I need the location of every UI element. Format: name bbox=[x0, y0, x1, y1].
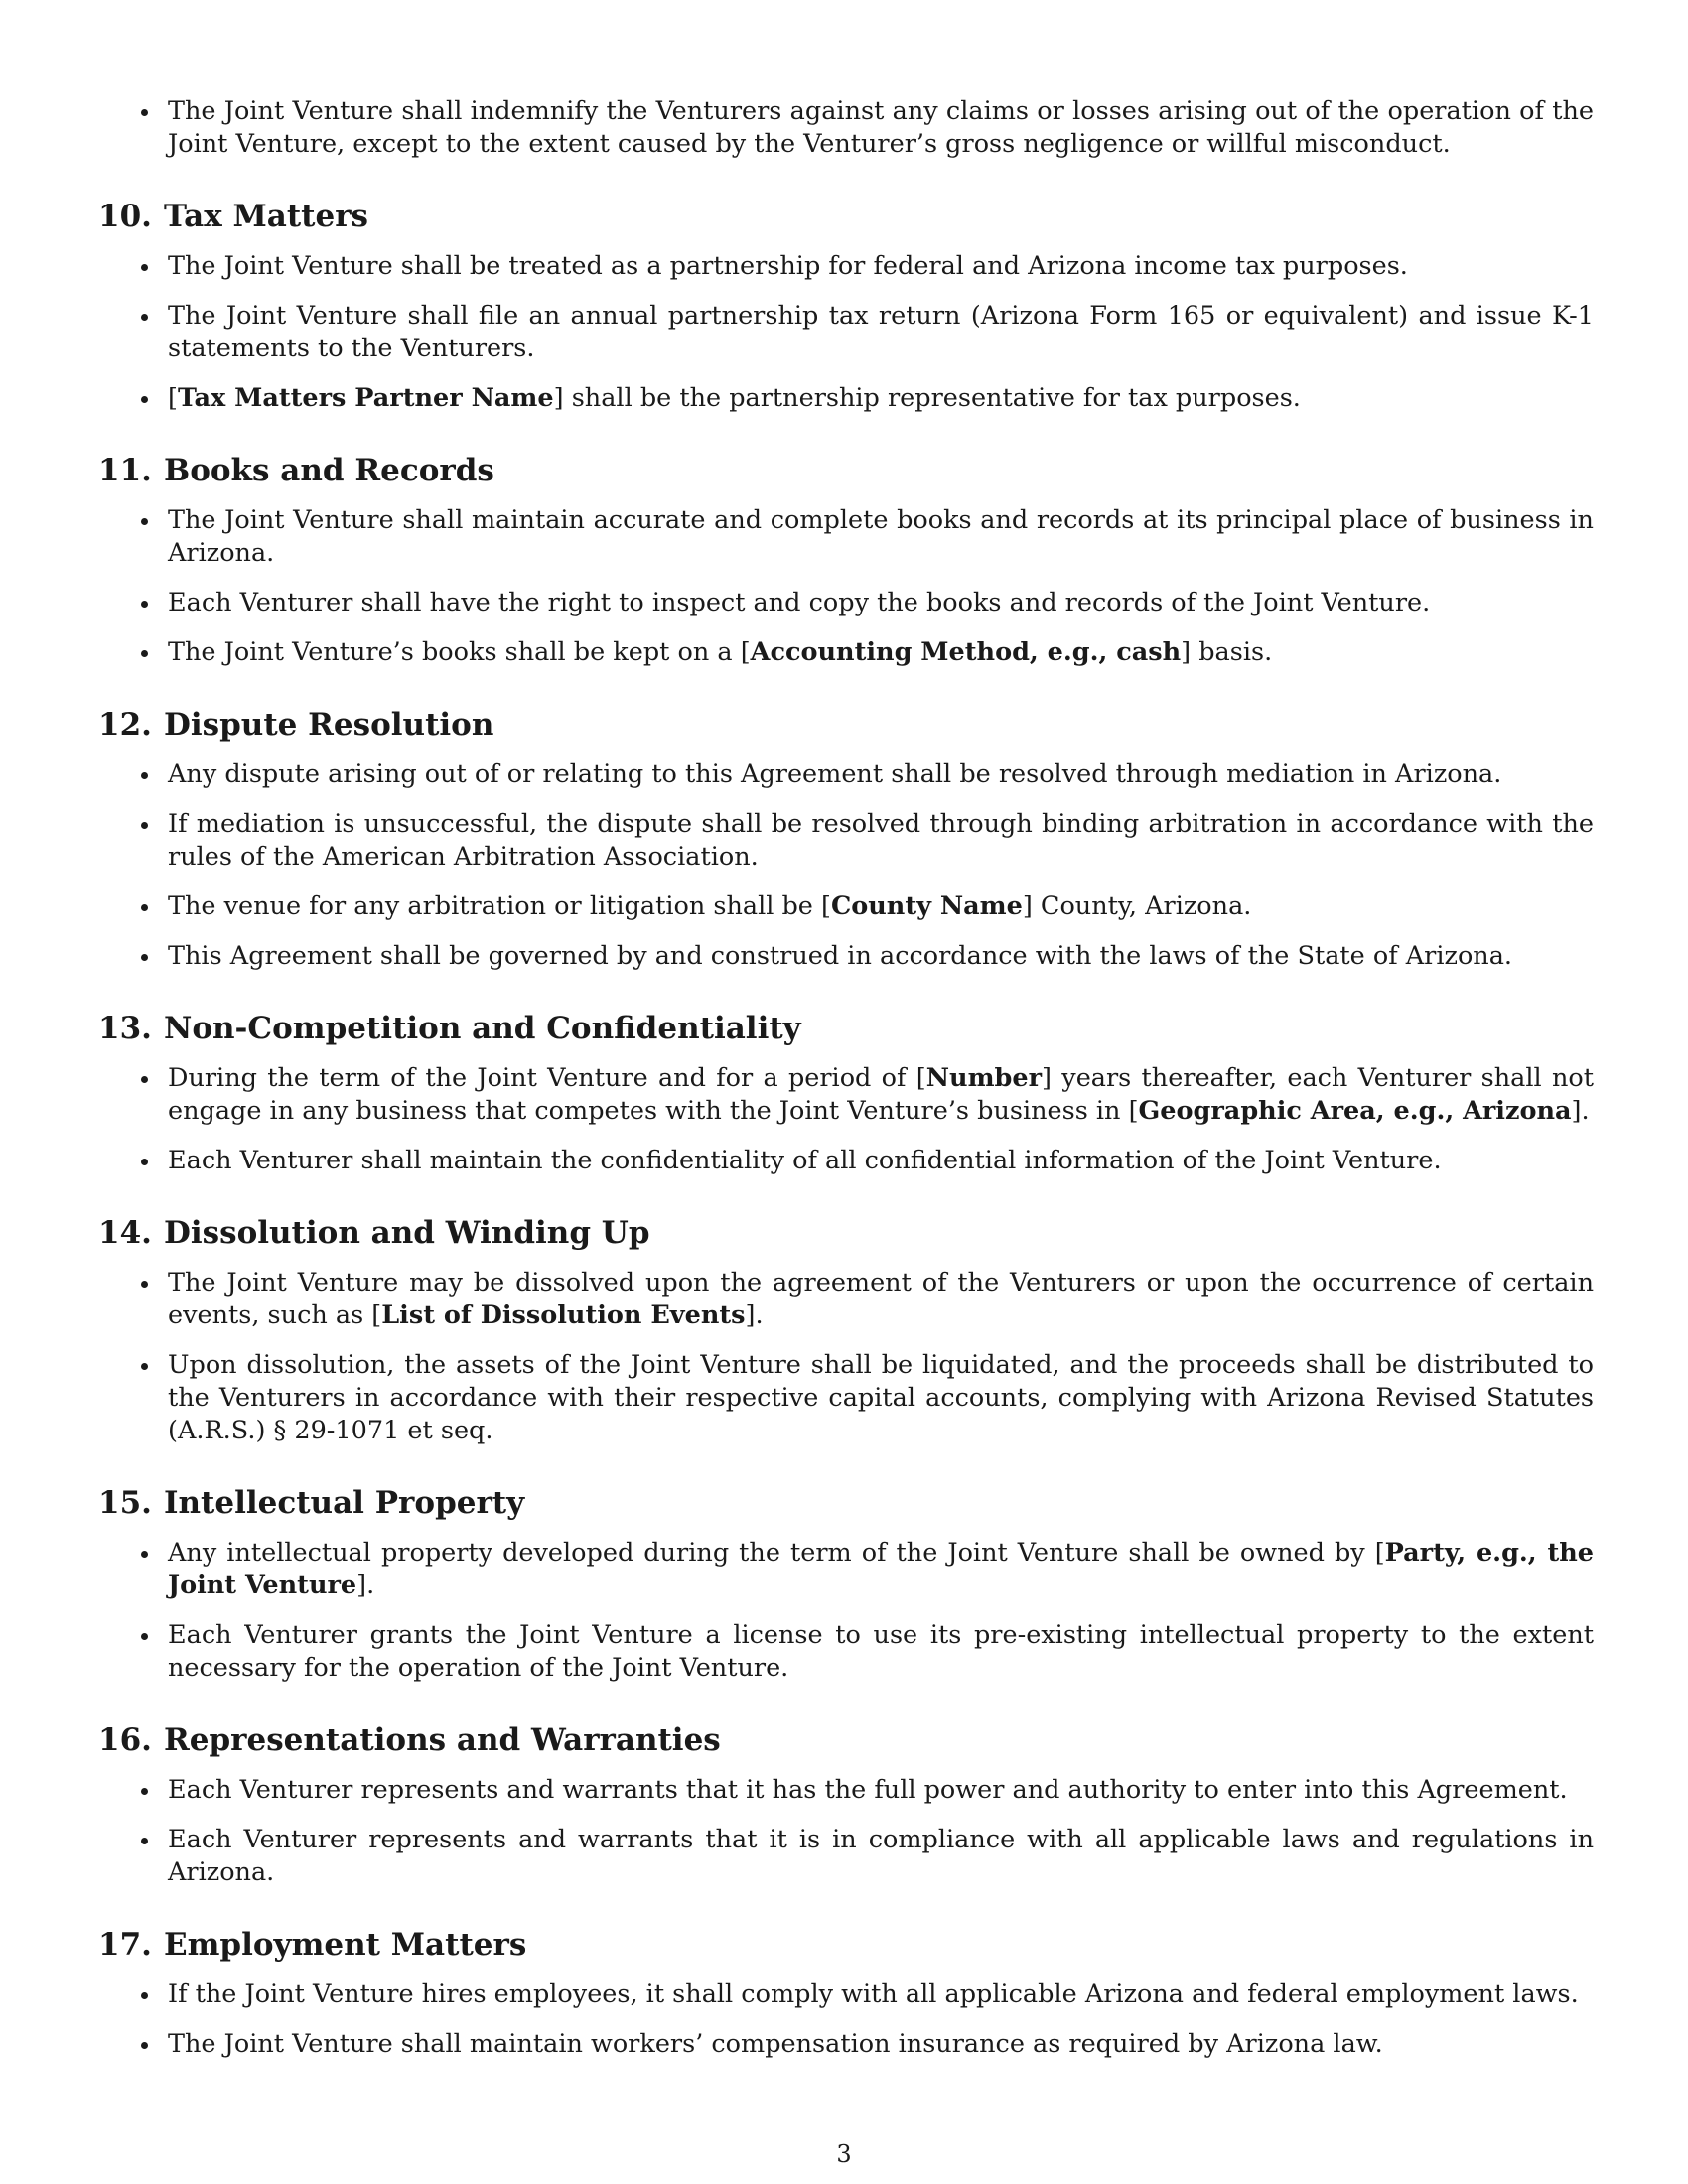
list-item bbox=[98, 250, 1594, 283]
bullet-text: The Joint Venture’s books shall be kept on a [ bbox=[168, 637, 751, 667]
bullet-list bbox=[98, 1774, 1594, 1889]
bullet-text: Each Venturer grants the Joint Venture a license to use its pre-existing intellectual property to the extent necessary for the operation of the Joint Venture. bbox=[168, 1620, 1594, 1683]
section-11 bbox=[98, 451, 1594, 669]
section-title: Non-Competition and Confidentiality bbox=[164, 1011, 801, 1046]
bullet-text: The venue for any arbitration or litigation shall be [ bbox=[168, 891, 831, 921]
list-item bbox=[98, 1774, 1594, 1807]
section-title: Representations and Warranties bbox=[164, 1722, 721, 1758]
list-item bbox=[98, 1145, 1594, 1177]
section-number: 10. bbox=[98, 199, 152, 234]
section-heading bbox=[98, 705, 1594, 745]
section-heading bbox=[98, 451, 1594, 490]
section-heading bbox=[98, 1720, 1594, 1760]
section-title: Intellectual Property bbox=[164, 1485, 525, 1521]
bullet-list bbox=[98, 504, 1594, 669]
placeholder-field: County Name bbox=[830, 891, 1023, 921]
section-13 bbox=[98, 1009, 1594, 1177]
bullet-list bbox=[98, 1979, 1594, 2061]
bullet-text: ]. bbox=[745, 1300, 764, 1330]
section-heading bbox=[98, 1009, 1594, 1048]
list-item bbox=[98, 1349, 1594, 1447]
section-number: 12. bbox=[98, 707, 152, 743]
list-item bbox=[98, 587, 1594, 619]
bullet-text: ] years thereafter, each Venturer shall not engage in any business that competes with the Joint Venture’s business in [ bbox=[168, 1063, 1594, 1126]
section-10 bbox=[98, 197, 1594, 415]
section-heading bbox=[98, 1483, 1594, 1523]
bullet-text: Any intellectual property developed during the term of the Joint Venture shall be owned by [ bbox=[168, 1538, 1385, 1568]
section-heading bbox=[98, 1213, 1594, 1253]
section-number: 17. bbox=[98, 1927, 152, 1963]
list-item bbox=[98, 1062, 1594, 1128]
intro-bullet-list bbox=[98, 95, 1594, 161]
section-14 bbox=[98, 1213, 1594, 1447]
section-number: 11. bbox=[98, 453, 152, 488]
section-number: 15. bbox=[98, 1485, 152, 1521]
list-item bbox=[98, 808, 1594, 874]
section-heading bbox=[98, 197, 1594, 236]
placeholder-field: Party, e.g., the Joint Venture bbox=[168, 1538, 1595, 1600]
bullet-text: Each Venturer shall have the right to inspect and copy the books and records of the Joint Venture. bbox=[168, 588, 1431, 617]
bullet-text: During the term of the Joint Venture and for a period of [ bbox=[168, 1063, 926, 1093]
bullet-text: Upon dissolution, the assets of the Joint Venture shall be liquidated, and the proceeds shall be distributed to the Venturers in accordance with their respective capital accounts, complying with Arizona Revised Statutes (A.R.S.) § 29-1071 et seq. bbox=[168, 1350, 1594, 1445]
list-item bbox=[98, 890, 1594, 923]
list-item bbox=[98, 1267, 1594, 1332]
sections-container bbox=[98, 197, 1594, 2061]
list-item bbox=[98, 382, 1594, 415]
placeholder-field: List of Dissolution Events bbox=[381, 1300, 746, 1330]
bullet-text: Each Venturer shall maintain the confidentiality of all confidential information of the Joint Venture. bbox=[168, 1146, 1442, 1175]
list-item bbox=[98, 1979, 1594, 2011]
placeholder-field: Geographic Area, e.g., Arizona bbox=[1138, 1096, 1572, 1126]
bullet-text: ] shall be the partnership representative for tax purposes. bbox=[553, 383, 1301, 413]
bullet-text: [ bbox=[168, 383, 178, 413]
page-content bbox=[98, 95, 1594, 2078]
bullet-text: Each Venturer represents and warrants that it is in compliance with all applicable laws and regulations in Arizona. bbox=[168, 1825, 1594, 1887]
bullet-list bbox=[98, 250, 1594, 415]
bullet-list bbox=[98, 1267, 1594, 1447]
bullet-text: The Joint Venture shall be treated as a partnership for federal and Arizona income tax purposes. bbox=[168, 251, 1408, 281]
bullet-text: This Agreement shall be governed by and construed in accordance with the laws of the State of Arizona. bbox=[168, 941, 1513, 971]
section-number: 16. bbox=[98, 1722, 152, 1758]
bullet-text: ] County, Arizona. bbox=[1022, 891, 1252, 921]
bullet-list bbox=[98, 1537, 1594, 1685]
bullet-text: The Joint Venture shall maintain workers’ compensation insurance as required by Arizona law. bbox=[168, 2029, 1383, 2059]
section-12 bbox=[98, 705, 1594, 973]
section-title: Books and Records bbox=[164, 453, 494, 488]
bullet-text: ] basis. bbox=[1181, 637, 1273, 667]
list-item bbox=[98, 95, 1594, 161]
bullet-text: The Joint Venture shall indemnify the Venturers against any claims or losses arising out of the operation of the Joint Venture, except to the extent caused by the Venturer’s gross negligence or willful misconduct. bbox=[168, 96, 1594, 159]
list-item bbox=[98, 300, 1594, 365]
bullet-text: The Joint Venture shall file an annual partnership tax return (Arizona Form 165 or equivalent) and issue K-1 statements to the Venturers. bbox=[168, 301, 1594, 363]
list-item bbox=[98, 504, 1594, 570]
bullet-text: If the Joint Venture hires employees, it shall comply with all applicable Arizona and federal employment laws. bbox=[168, 1979, 1579, 2009]
placeholder-field: Tax Matters Partner Name bbox=[177, 383, 554, 413]
page-number: 3 bbox=[836, 2140, 852, 2168]
placeholder-field: Number bbox=[925, 1063, 1043, 1093]
list-item bbox=[98, 2028, 1594, 2061]
bullet-text: If mediation is unsuccessful, the dispute shall be resolved through binding arbitration in accordance with the rules of the American Arbitration Association. bbox=[168, 809, 1594, 872]
list-item bbox=[98, 636, 1594, 669]
bullet-list bbox=[98, 758, 1594, 973]
section-17 bbox=[98, 1925, 1594, 2061]
section-title: Tax Matters bbox=[164, 199, 369, 234]
list-item bbox=[98, 940, 1594, 973]
section-number: 14. bbox=[98, 1215, 152, 1251]
section-title: Dissolution and Winding Up bbox=[164, 1215, 650, 1251]
bullet-text: Any dispute arising out of or relating to this Agreement shall be resolved through mediation in Arizona. bbox=[168, 759, 1502, 789]
section-16 bbox=[98, 1720, 1594, 1889]
list-item bbox=[98, 1824, 1594, 1889]
bullet-list bbox=[98, 1062, 1594, 1177]
bullet-text: Each Venturer represents and warrants that it has the full power and authority to enter into this Agreement. bbox=[168, 1775, 1568, 1805]
section-title: Dispute Resolution bbox=[164, 707, 494, 743]
bullet-text: The Joint Venture may be dissolved upon the agreement of the Venturers or upon the occurrence of certain events, such as [ bbox=[168, 1268, 1594, 1330]
section-heading bbox=[98, 1925, 1594, 1965]
list-item bbox=[98, 1537, 1594, 1602]
section-title: Employment Matters bbox=[164, 1927, 527, 1963]
bullet-text: ]. bbox=[356, 1570, 375, 1600]
section-15 bbox=[98, 1483, 1594, 1685]
list-item bbox=[98, 758, 1594, 791]
section-number: 13. bbox=[98, 1011, 152, 1046]
bullet-text: The Joint Venture shall maintain accurate and complete books and records at its principal place of business in Arizona. bbox=[168, 505, 1594, 568]
bullet-text: ]. bbox=[1571, 1096, 1590, 1126]
list-item bbox=[98, 1619, 1594, 1685]
placeholder-field: Accounting Method, e.g., cash bbox=[750, 637, 1182, 667]
